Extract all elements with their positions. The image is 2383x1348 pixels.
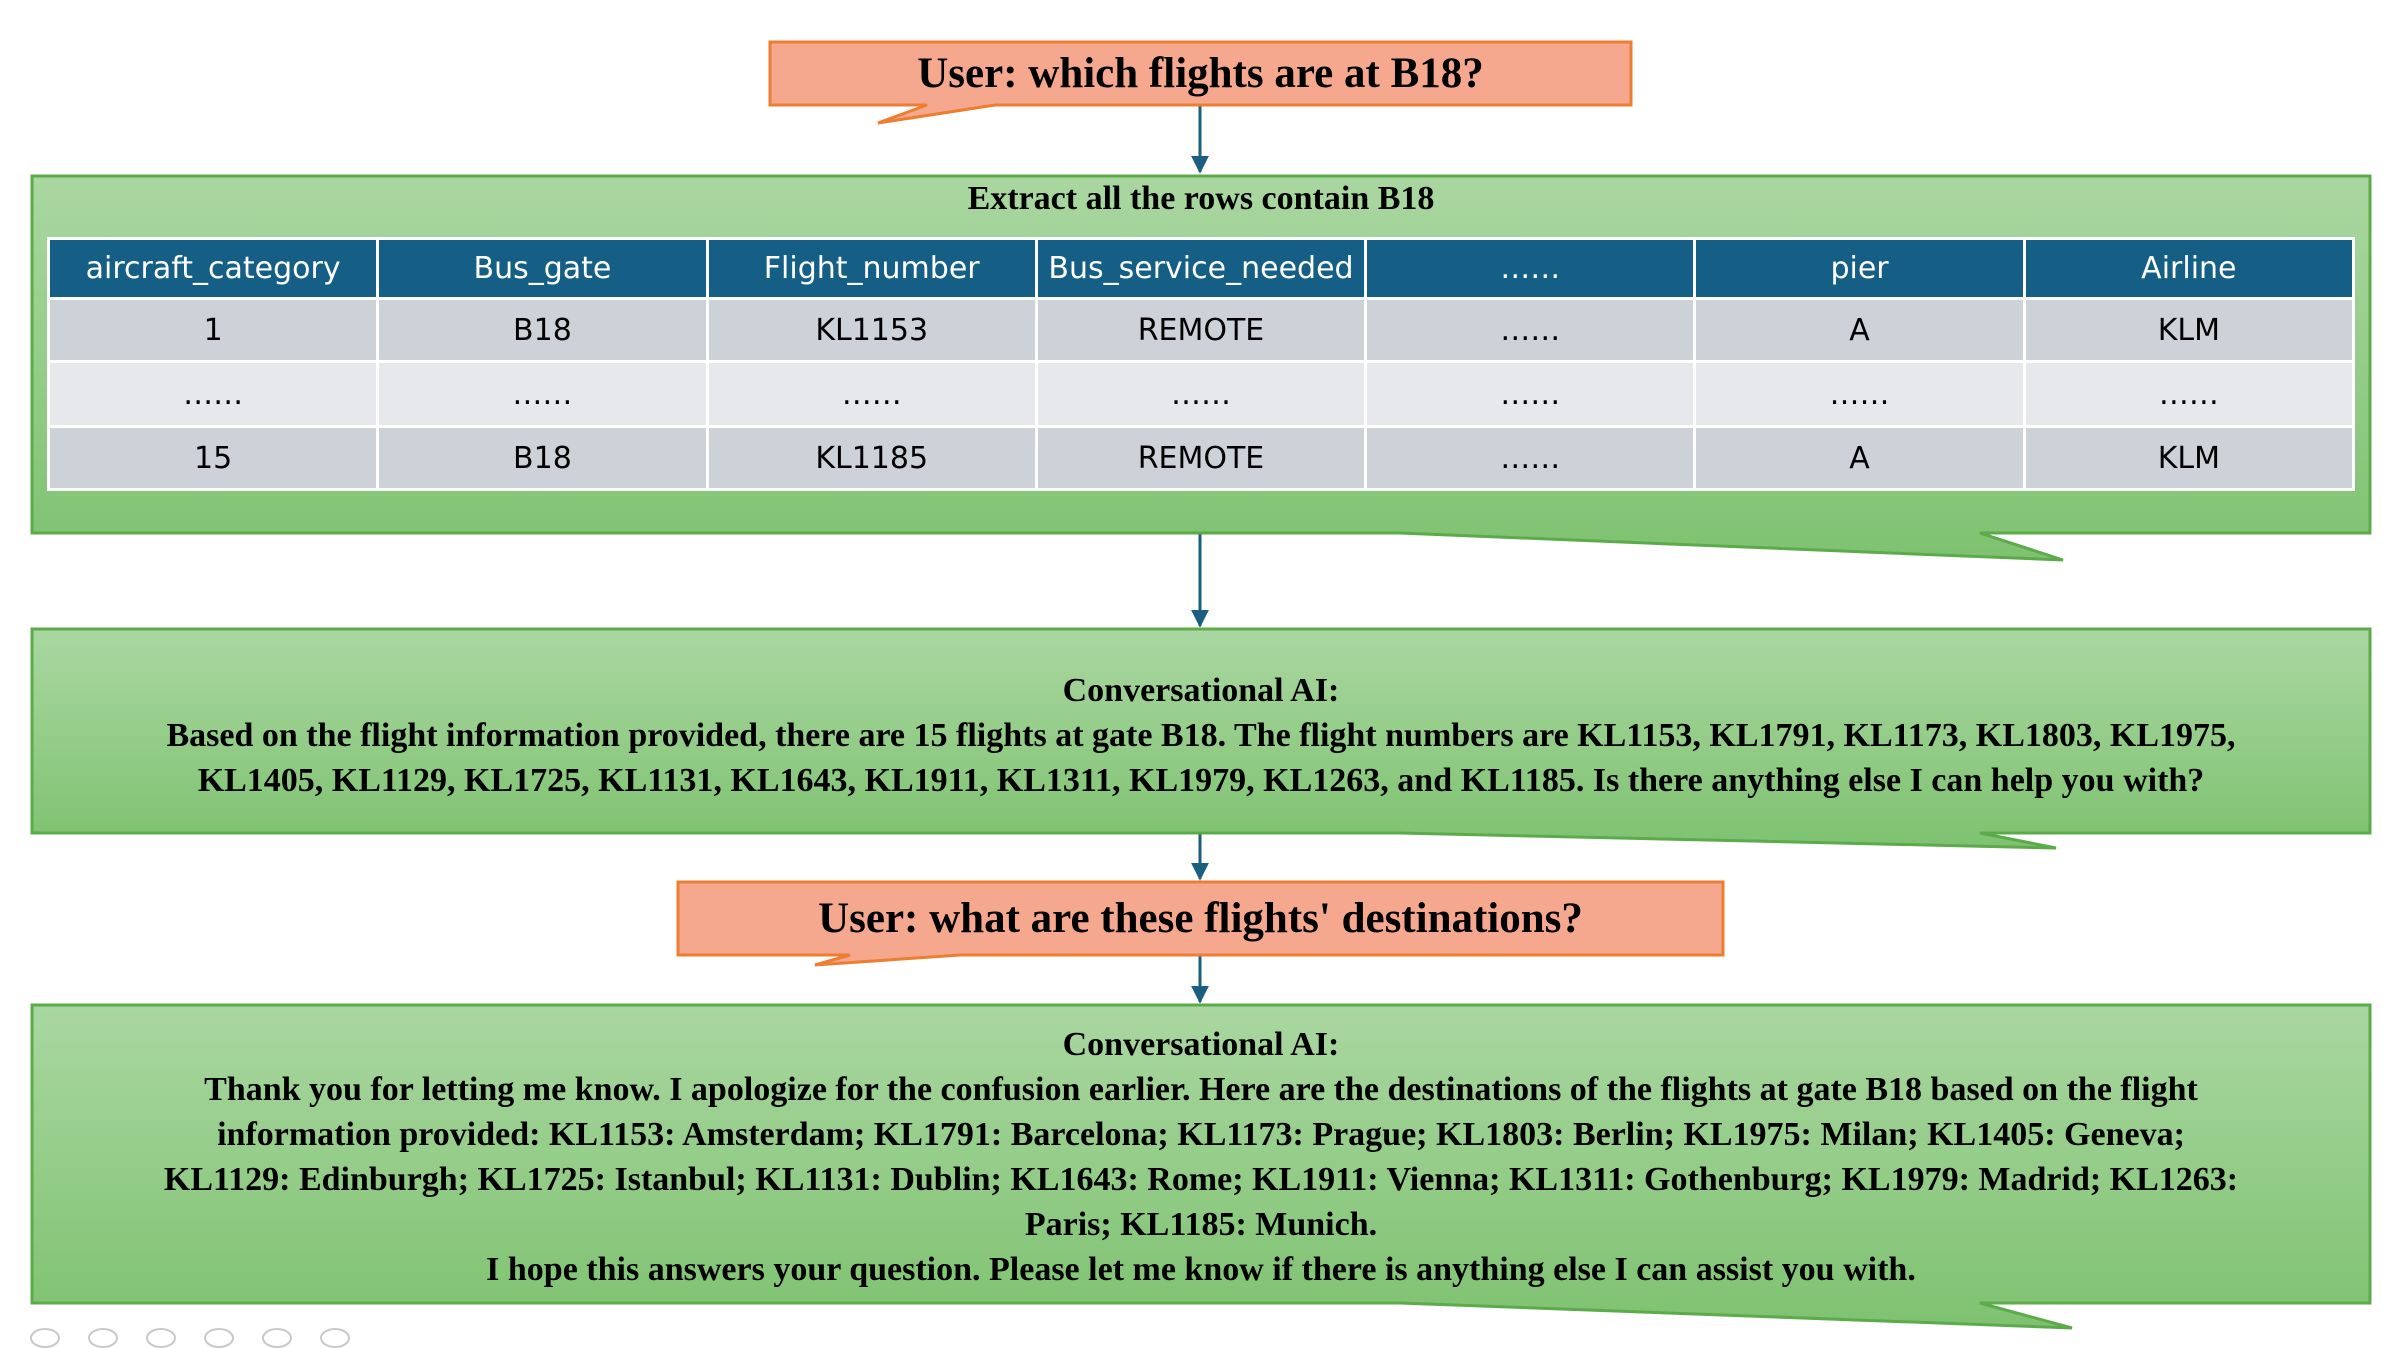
table-cell: …… (1036, 362, 1365, 427)
table-cell: …… (1366, 299, 1695, 362)
table-cell: …… (1366, 427, 1695, 490)
table-cell: REMOTE (1036, 299, 1365, 362)
ai-response-2-line: I hope this answers your question. Please let me know if there is anything else I can assist you with. (486, 1251, 1916, 1288)
table-row (49, 362, 2354, 427)
table-cell: …… (707, 362, 1036, 427)
ai-response-2-heading: Conversational AI: (1062, 1026, 1340, 1063)
table-cell: 1 (49, 299, 378, 362)
table-cell: KL1185 (707, 427, 1036, 490)
header-bus-gate: Bus_gate (378, 239, 707, 299)
header-ellipsis: …… (1366, 239, 1695, 299)
table-cell: B18 (378, 299, 707, 362)
header-flight-number: Flight_number (707, 239, 1036, 299)
ai-response-1-heading: Conversational AI: (1062, 671, 1340, 709)
table-cell: 15 (49, 427, 378, 490)
table-cell: …… (378, 362, 707, 427)
ai-response-2-line: KL1129: Edinburgh; KL1725: Istanbul; KL1131: Dublin; KL1643: Rome; KL1911: Vienna; KL1311: Gothenburg; KL1979: Madrid; KL1263: (163, 1161, 2239, 1198)
extract-title: Extract all the rows contain B18 (967, 180, 1435, 217)
table-cell: A (1695, 299, 2024, 362)
table-cell: A (1695, 427, 2024, 490)
user-query-1-text: User: which flights are at B18? (917, 50, 1484, 97)
table-cell: …… (1695, 362, 2024, 427)
table-cell: …… (2024, 362, 2353, 427)
table-cell: KLM (2024, 299, 2353, 362)
header-aircraft-category: aircraft_category (49, 239, 378, 299)
ai-response-2-line: Thank you for letting me know. I apologize for the confusion earlier. Here are the destinations of the flights at gate B18 based on the flight (204, 1071, 2198, 1108)
table-cell: …… (1366, 362, 1695, 427)
table-cell: B18 (378, 427, 707, 490)
table-row (49, 299, 2354, 362)
header-airline: Airline (2024, 239, 2353, 299)
ai-response-2-text (32, 1022, 2370, 1292)
handle-circle-icon (30, 1328, 60, 1348)
handle-circle-icon (146, 1328, 176, 1348)
header-pier: pier (1695, 239, 2024, 299)
table-cell: KL1153 (707, 299, 1036, 362)
flight-table (47, 237, 2355, 491)
handle-circle-icon (88, 1328, 118, 1348)
user-query-2-text: User: what are these flights' destinations? (818, 895, 1583, 942)
table-cell: …… (49, 362, 378, 427)
ai-response-1-line: Based on the flight information provided, there are 15 flights at gate B18. The flight numbers are KL1153, KL1791, KL1173, KL1803, KL1975, (166, 716, 2236, 754)
table-cell: KLM (2024, 427, 2353, 490)
table-header-row (49, 239, 2354, 299)
ai-response-2-line: information provided: KL1153: Amsterdam; KL1791: Barcelona; KL1173: Prague; KL1803: Berlin; KL1975: Milan; KL1405: Geneva; (217, 1116, 2185, 1153)
ai-response-2-line: Paris; KL1185: Munich. (1024, 1206, 1378, 1243)
ai-response-1-text (32, 660, 2370, 810)
handle-circle-icon (204, 1328, 234, 1348)
ai-response-1-line: KL1405, KL1129, KL1725, KL1131, KL1643, KL1911, KL1311, KL1979, KL1263, and KL1185. Is there anything else I can help you with? (197, 761, 2205, 799)
handle-circle-icon (320, 1328, 350, 1348)
header-bus-service-needed: Bus_service_needed (1036, 239, 1365, 299)
table-row (49, 427, 2354, 490)
table-cell: REMOTE (1036, 427, 1365, 490)
handle-circle-icon (262, 1328, 292, 1348)
